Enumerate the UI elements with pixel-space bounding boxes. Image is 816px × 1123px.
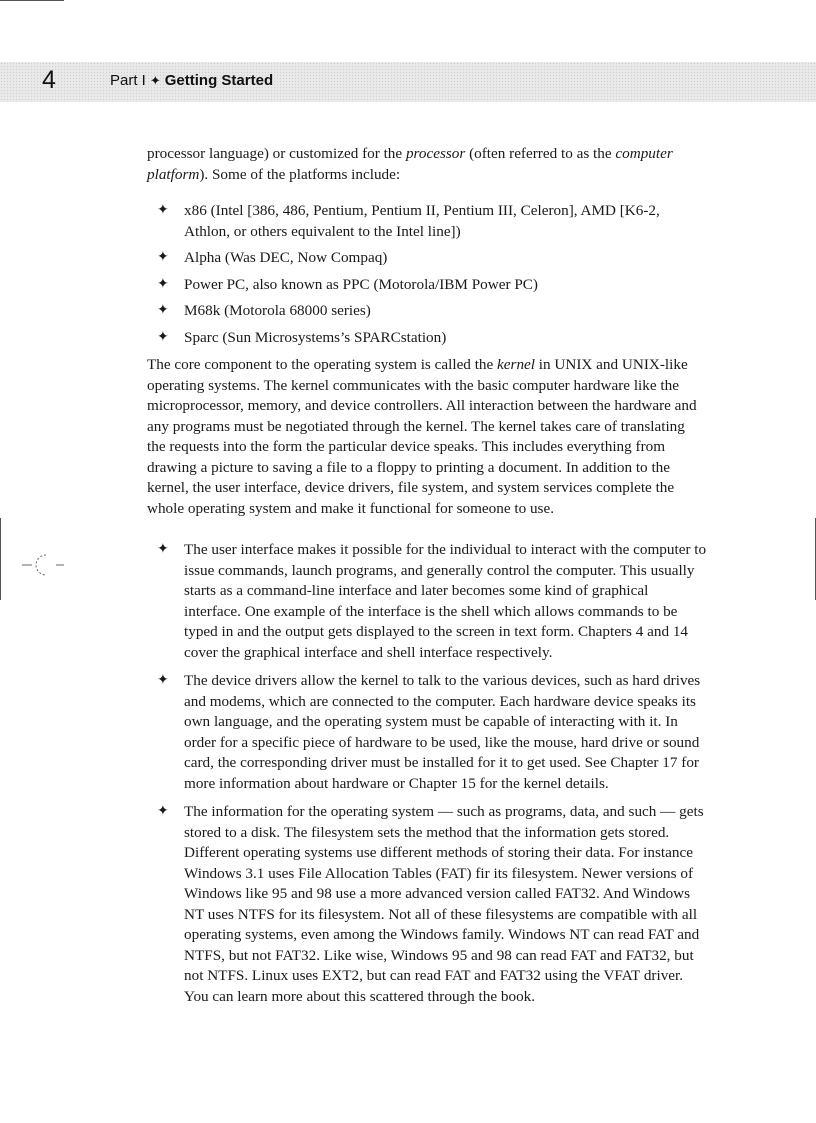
- term-kernel: kernel: [497, 356, 535, 373]
- chapter-title: Getting Started: [164, 72, 274, 89]
- page-number: 4: [42, 66, 56, 94]
- list-item: ✦ The user interface makes it possible for the individual to interact with the computer to issue commands, launch programs, and generally control the computer. This usually starts as a command-line interface and later becomes some kind of graphical interface. One example of the interface is the shell which allows commands to be typed in and the output gets displayed to the screen in text form. Chapters 4 and 14 cover the graphical interface and shell interface respectively.: [157, 541, 707, 661]
- bullet-icon: ✦: [157, 329, 169, 345]
- list-item: ✦ M68k (Motorola 68000 series): [147, 301, 707, 322]
- list-item: ✦ Sparc (Sun Microsystems’s SPARCstation): [147, 328, 707, 349]
- list-item: ✦ Power PC, also known as PPC (Motorola/IBM Power PC): [147, 275, 707, 296]
- bullet-icon: ✦: [157, 276, 169, 292]
- bullet-icon: ✦: [157, 673, 169, 688]
- separator-icon: ✦: [149, 73, 161, 88]
- bullet-icon: ✦: [157, 542, 169, 557]
- bullet-icon: ✦: [157, 203, 169, 218]
- bullet-icon: ✦: [157, 250, 169, 265]
- part-label: Part I: [110, 72, 146, 89]
- components-list: [147, 540, 707, 1007]
- term-processor: processor: [405, 145, 466, 162]
- list-item: ✦ The device drivers allow the kernel to talk to the various devices, such as hard drives and modems, which are connected to the computer. Each hardware device speaks its own language, and the operating system must be capable of interacting with it. In order for a specific piece of hardware to be used, like the mouse, hard drive or sound card, the corresponding driver must be installed for it to get used. See Chapter 17 for more information about hardware or Chapter 15 for the kernel details.: [157, 672, 701, 792]
- bullet-icon: ✦: [157, 303, 169, 318]
- intro-paragraph: processor language) or customized for the processor (often referred to as the computer platform). Some of the platforms include:: [147, 145, 673, 183]
- crop-mark-top: [0, 0, 64, 1]
- page-content: [147, 144, 707, 1015]
- platform-list: [147, 201, 707, 348]
- crop-mark-left: [0, 518, 1, 600]
- list-item: ✦ Alpha (Was DEC, Now Compaq): [147, 248, 707, 269]
- list-item: ✦ The information for the operating system — such as programs, data, and such — gets stored to a disk. The filesystem sets the method that the information gets stored. Different operating systems use different methods of storing their data. For instance Windows 3.1 uses File Allocation Tables (FAT) fir its filesystem. Newer versions of Windows like 95 and 98 use a more advanced version called FAT32. And Windows NT uses NTFS for its filesystem. Not all of these filesystems are compatible with all operating systems, even among the Windows family. Windows NT can read FAT and NTFS, but not FAT32. Like wise, Windows 95 and 98 can read FAT and FAT32, but not NTFS. Linux uses EXT2, but can read FAT and FAT32 using the VFAT driver. You can learn more about this scattered through the book.: [157, 803, 704, 1005]
- kernel-paragraph: The core component to the operating system is called the kernel in UNIX and UNIX-like operating systems. The kernel communicates with the basic computer hardware like the microprocessor, memory, and device controllers. All interaction between the hardware and any programs must be negotiated through the kernel. The kernel takes care of translating the requests into the form the particular device speaks. This includes everything from drawing a picture to saving a file to a floppy to printing a document. In addition to the kernel, the user interface, device drivers, file system, and system services complete the whole operating system and make it functional for someone to use.: [147, 356, 697, 517]
- running-head: [110, 72, 273, 89]
- term-computer-platform: computer platform: [147, 145, 673, 183]
- registration-mark: [22, 553, 72, 583]
- list-item: ✦ x86 (Intel [386, 486, Pentium, Pentium II, Pentium III, Celeron], AMD [K6-2, Athlon, or others equivalent to the Intel line]): [157, 202, 660, 240]
- bullet-icon: ✦: [157, 804, 169, 819]
